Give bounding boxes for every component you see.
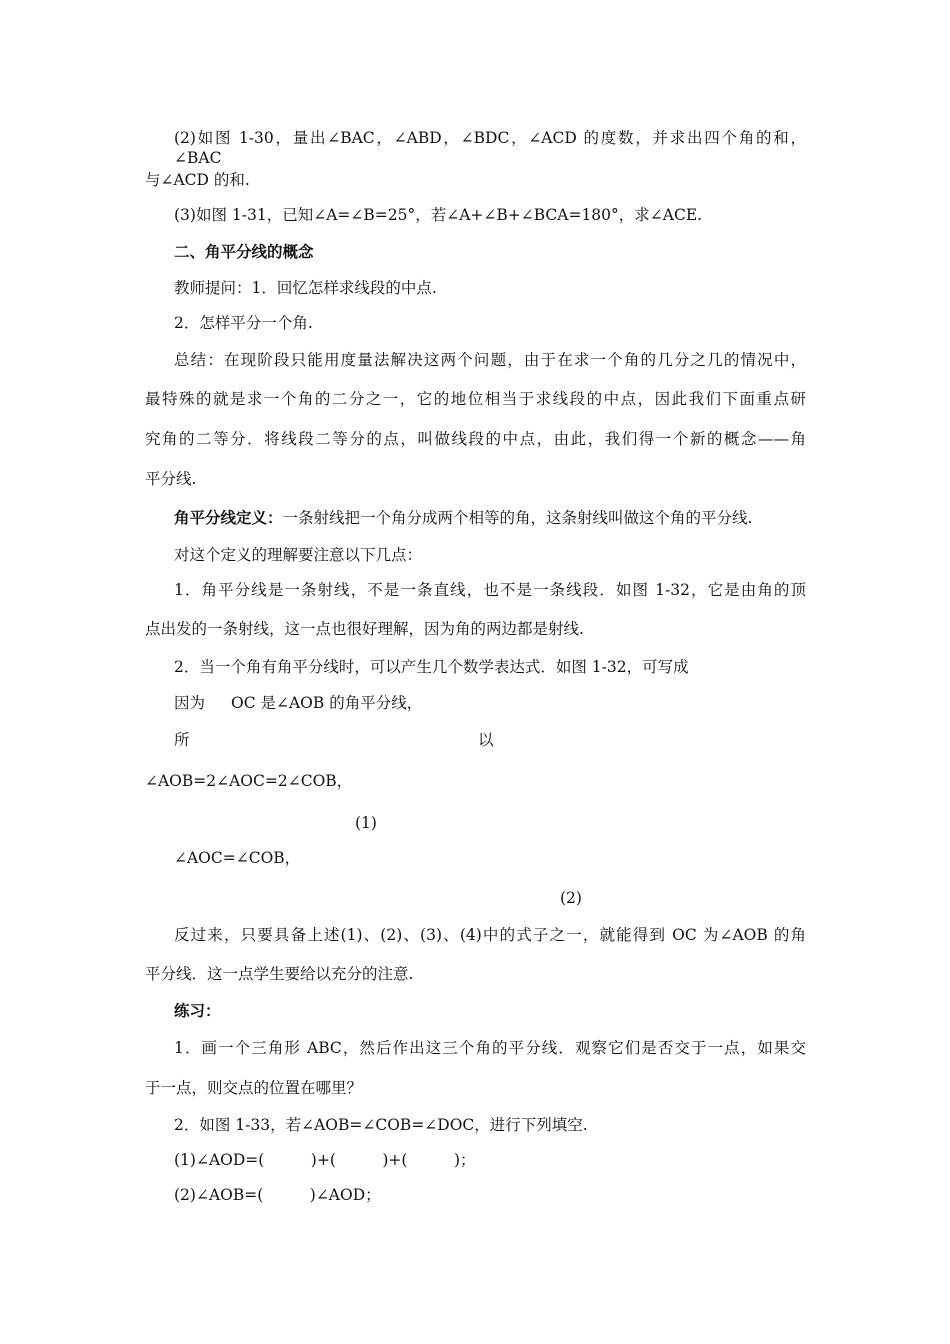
because-word: 因为 [174,694,206,712]
paragraph-line: 最特殊的就是求一个角的二分之一，它的地位相当于求线段的中点，因此我们下面重点研 [145,390,806,408]
paragraph-line: 2．如图 1-33，若∠AOB=∠COB=∠DOC，进行下列填空. [174,1116,588,1134]
paragraph-line: 总结：在现阶段只能用度量法解决这两个问题，由于在求一个角的几分之几的情况中， [174,351,806,369]
because-text: OC 是∠AOB 的角平分线， [231,694,423,712]
paragraph-line: 平分线. [145,470,197,488]
paragraph-line: 点出发的一条射线，这一点也很好理解，因为角的两边都是射线. [145,620,584,638]
paragraph-line: (2)如图 1-30，量出∠BAC，∠ABD，∠BDC，∠ACD 的度数，并求出四个角的和，∠BAC [174,129,806,167]
so-right: 以 [478,731,494,749]
section-heading: 二、角平分线的概念 [174,243,314,261]
paragraph-line: 反过来，只要具备上述(1)、(2)、(3)、(4)中的式子之一，就能得到 OC 为∠AOB 的角 [174,926,806,944]
equation-number: (2) [560,889,582,907]
paragraph-line: 与∠ACD 的和. [145,171,250,189]
definition-label: 角平分线定义： [174,509,283,527]
formula: ∠AOB=2∠AOC=2∠COB， [145,772,353,790]
equation-number: (1) [355,814,377,832]
paragraph-line: 2．怎样平分一个角. [174,314,313,332]
exercise-title: 练习： [174,1002,221,1020]
paragraph-line: 究角的二等分．将线段二等分的点，叫做线段的中点，由此，我们得一个新的概念——角 [145,430,806,448]
definition-text: 一条射线把一个角分成两个相等的角，这条射线叫做这个角的平分线. [282,509,753,527]
paragraph-line: 1．画一个三角形 ABC，然后作出这三个角的平分线．观察它们是否交于一点，如果交 [174,1039,806,1057]
paragraph-line: 于一点，则交点的位置在哪里？ [145,1079,363,1097]
so-left: 所 [174,731,190,749]
paragraph-line: 对这个定义的理解要注意以下几点： [174,546,423,564]
paragraph-line: 2．当一个角有角平分线时，可以产生几个数学表达式．如图 1-32，可写成 [174,658,689,676]
paragraph-line: 教师提问：1．回忆怎样求线段的中点. [174,279,437,297]
paragraph-line: 平分线．这一点学生要给以充分的注意. [145,965,414,983]
paragraph-line: 1．角平分线是一条射线，不是一条直线，也不是一条线段．如图 1-32，它是由角的顶 [174,581,806,599]
definition-line [174,508,752,528]
fill-blank-line: (2)∠AOB=( )∠AOD； [174,1186,381,1204]
formula: ∠AOC=∠COB， [174,849,301,867]
paragraph-line: (3)如图 1-31，已知∠A=∠B=25°，若∠A+∠B+∠BCA=180°，求∠ACE. [174,206,703,224]
fill-blank-line: (1)∠AOD=( )+( )+( )； [174,1151,476,1169]
